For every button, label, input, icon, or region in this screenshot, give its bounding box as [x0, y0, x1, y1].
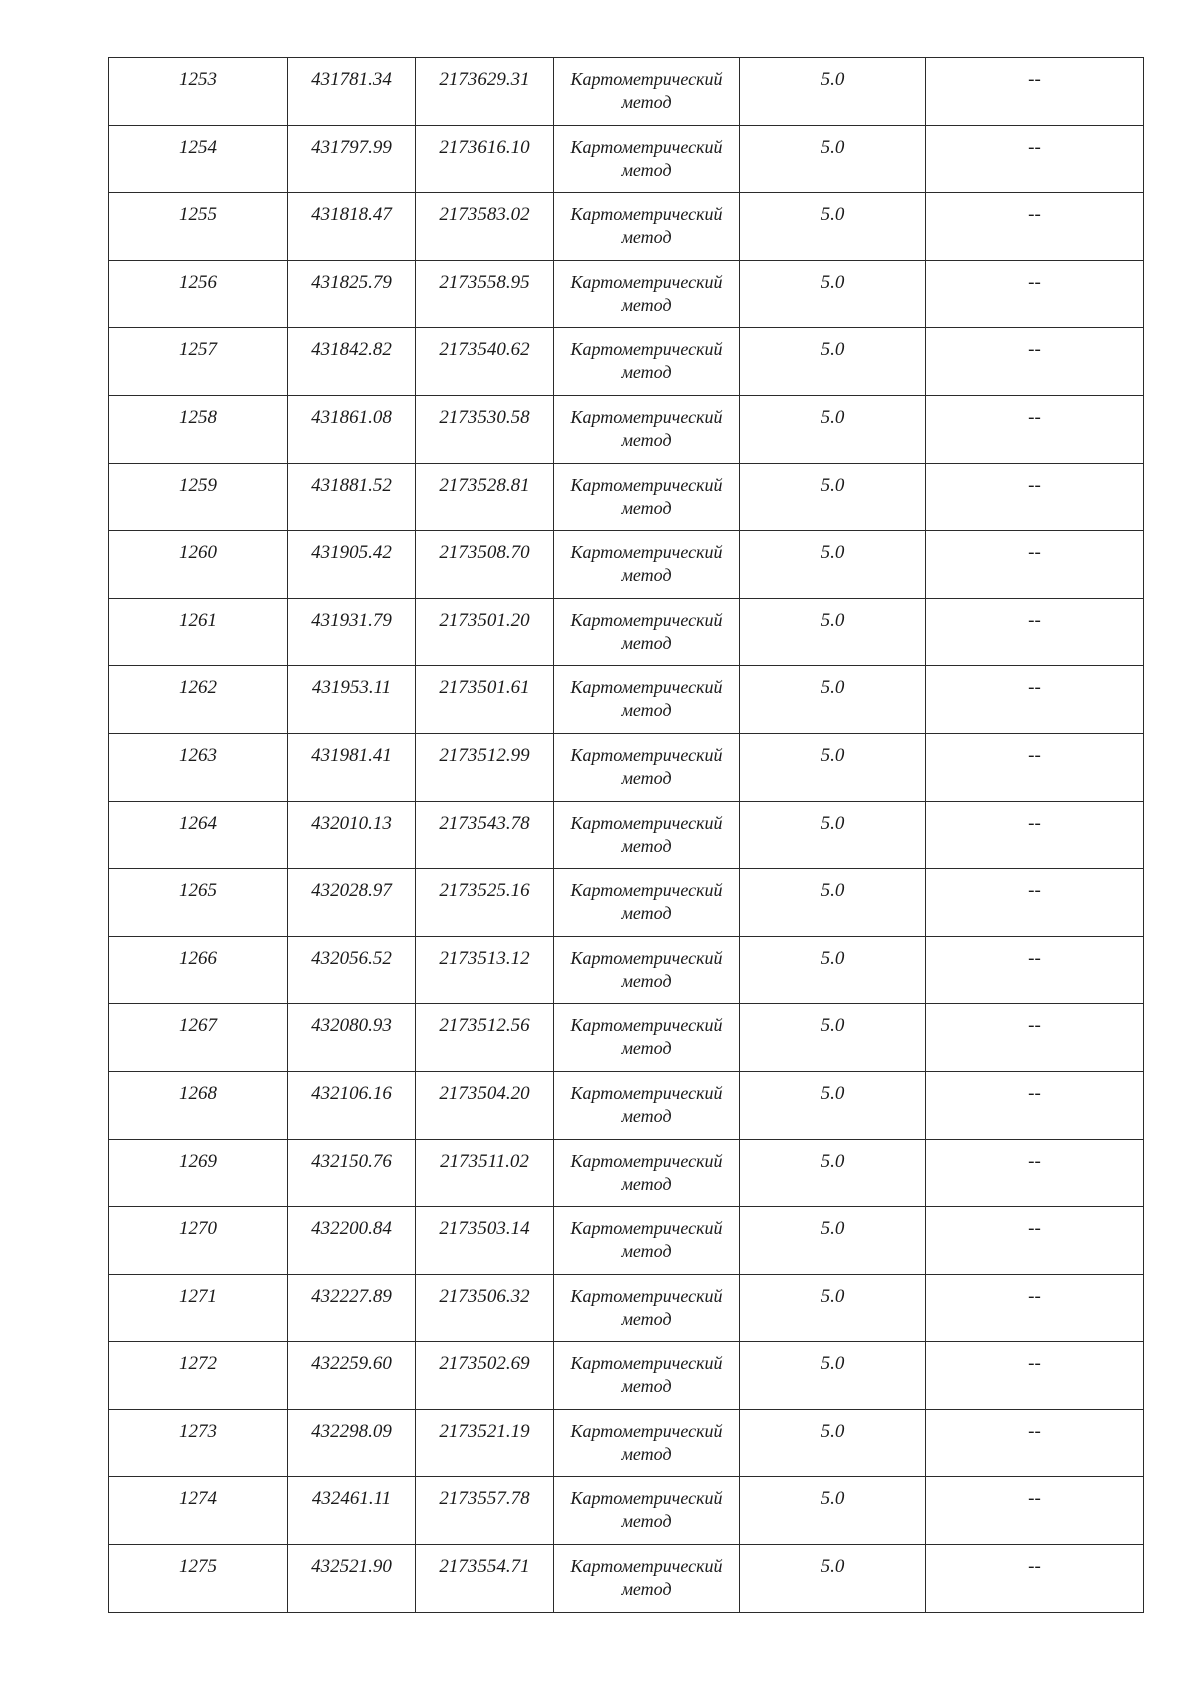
point-number-cell: 1260 [109, 531, 288, 599]
note-cell: -- [926, 463, 1144, 531]
point-number-cell: 1253 [109, 58, 288, 126]
point-number-cell: 1268 [109, 1071, 288, 1139]
method-cell: Картометрический метод [554, 531, 740, 599]
method-cell: Картометрический метод [554, 125, 740, 193]
table-row [109, 193, 1144, 261]
y-coordinate-cell: 2173543.78 [416, 801, 554, 869]
method-cell: Картометрический метод [554, 1477, 740, 1545]
y-coordinate-cell: 2173512.56 [416, 1004, 554, 1072]
accuracy-cell: 5.0 [740, 1207, 926, 1275]
table-row [109, 58, 1144, 126]
x-coordinate-cell: 432461.11 [288, 1477, 416, 1545]
y-coordinate-cell: 2173558.95 [416, 260, 554, 328]
accuracy-cell: 5.0 [740, 1477, 926, 1545]
y-coordinate-cell: 2173528.81 [416, 463, 554, 531]
y-coordinate-cell: 2173502.69 [416, 1342, 554, 1410]
table-row [109, 1139, 1144, 1207]
table-row [109, 1071, 1144, 1139]
x-coordinate-cell: 432521.90 [288, 1545, 416, 1613]
table-row [109, 1409, 1144, 1477]
method-cell: Картометрический метод [554, 1004, 740, 1072]
point-number-cell: 1267 [109, 1004, 288, 1072]
note-cell: -- [926, 1274, 1144, 1342]
note-cell: -- [926, 801, 1144, 869]
point-number-cell: 1271 [109, 1274, 288, 1342]
table-row [109, 328, 1144, 396]
y-coordinate-cell: 2173508.70 [416, 531, 554, 599]
note-cell: -- [926, 936, 1144, 1004]
y-coordinate-cell: 2173616.10 [416, 125, 554, 193]
method-cell: Картометрический метод [554, 1207, 740, 1275]
x-coordinate-cell: 431825.79 [288, 260, 416, 328]
y-coordinate-cell: 2173501.61 [416, 666, 554, 734]
method-cell: Картометрический метод [554, 395, 740, 463]
point-number-cell: 1258 [109, 395, 288, 463]
point-number-cell: 1275 [109, 1545, 288, 1613]
x-coordinate-cell: 432056.52 [288, 936, 416, 1004]
point-number-cell: 1263 [109, 733, 288, 801]
note-cell: -- [926, 1342, 1144, 1410]
y-coordinate-cell: 2173513.12 [416, 936, 554, 1004]
accuracy-cell: 5.0 [740, 1071, 926, 1139]
method-cell: Картометрический метод [554, 463, 740, 531]
accuracy-cell: 5.0 [740, 1274, 926, 1342]
x-coordinate-cell: 432259.60 [288, 1342, 416, 1410]
method-cell: Картометрический метод [554, 801, 740, 869]
point-number-cell: 1257 [109, 328, 288, 396]
point-number-cell: 1274 [109, 1477, 288, 1545]
table-row [109, 260, 1144, 328]
accuracy-cell: 5.0 [740, 395, 926, 463]
note-cell: -- [926, 328, 1144, 396]
x-coordinate-cell: 431931.79 [288, 598, 416, 666]
x-coordinate-cell: 432200.84 [288, 1207, 416, 1275]
x-coordinate-cell: 432150.76 [288, 1139, 416, 1207]
table-row [109, 1477, 1144, 1545]
point-number-cell: 1266 [109, 936, 288, 1004]
accuracy-cell: 5.0 [740, 1342, 926, 1410]
method-cell: Картометрический метод [554, 666, 740, 734]
y-coordinate-cell: 2173557.78 [416, 1477, 554, 1545]
method-cell: Картометрический метод [554, 1139, 740, 1207]
note-cell: -- [926, 1207, 1144, 1275]
table-row [109, 125, 1144, 193]
note-cell: -- [926, 666, 1144, 734]
table-row [109, 598, 1144, 666]
method-cell: Картометрический метод [554, 260, 740, 328]
x-coordinate-cell: 432227.89 [288, 1274, 416, 1342]
note-cell: -- [926, 58, 1144, 126]
point-number-cell: 1265 [109, 869, 288, 937]
accuracy-cell: 5.0 [740, 531, 926, 599]
table-row [109, 1207, 1144, 1275]
coordinates-table-body [109, 58, 1144, 1613]
table-row [109, 801, 1144, 869]
table-row [109, 936, 1144, 1004]
table-row [109, 1274, 1144, 1342]
accuracy-cell: 5.0 [740, 598, 926, 666]
table-row [109, 1545, 1144, 1613]
y-coordinate-cell: 2173583.02 [416, 193, 554, 261]
table-row [109, 869, 1144, 937]
accuracy-cell: 5.0 [740, 1545, 926, 1613]
method-cell: Картометрический метод [554, 1545, 740, 1613]
x-coordinate-cell: 432106.16 [288, 1071, 416, 1139]
accuracy-cell: 5.0 [740, 328, 926, 396]
point-number-cell: 1272 [109, 1342, 288, 1410]
table-row [109, 666, 1144, 734]
note-cell: -- [926, 733, 1144, 801]
note-cell: -- [926, 531, 1144, 599]
x-coordinate-cell: 432298.09 [288, 1409, 416, 1477]
point-number-cell: 1256 [109, 260, 288, 328]
method-cell: Картометрический метод [554, 1071, 740, 1139]
accuracy-cell: 5.0 [740, 733, 926, 801]
note-cell: -- [926, 1545, 1144, 1613]
table-row [109, 1004, 1144, 1072]
method-cell: Картометрический метод [554, 1274, 740, 1342]
accuracy-cell: 5.0 [740, 193, 926, 261]
x-coordinate-cell: 431818.47 [288, 193, 416, 261]
y-coordinate-cell: 2173511.02 [416, 1139, 554, 1207]
note-cell: -- [926, 598, 1144, 666]
x-coordinate-cell: 432080.93 [288, 1004, 416, 1072]
x-coordinate-cell: 431981.41 [288, 733, 416, 801]
accuracy-cell: 5.0 [740, 1409, 926, 1477]
x-coordinate-cell: 432010.13 [288, 801, 416, 869]
x-coordinate-cell: 431781.34 [288, 58, 416, 126]
y-coordinate-cell: 2173503.14 [416, 1207, 554, 1275]
method-cell: Картометрический метод [554, 1342, 740, 1410]
point-number-cell: 1262 [109, 666, 288, 734]
y-coordinate-cell: 2173504.20 [416, 1071, 554, 1139]
method-cell: Картометрический метод [554, 598, 740, 666]
accuracy-cell: 5.0 [740, 58, 926, 126]
note-cell: -- [926, 1409, 1144, 1477]
x-coordinate-cell: 431842.82 [288, 328, 416, 396]
x-coordinate-cell: 431861.08 [288, 395, 416, 463]
table-row [109, 531, 1144, 599]
x-coordinate-cell: 431905.42 [288, 531, 416, 599]
point-number-cell: 1273 [109, 1409, 288, 1477]
accuracy-cell: 5.0 [740, 869, 926, 937]
y-coordinate-cell: 2173530.58 [416, 395, 554, 463]
accuracy-cell: 5.0 [740, 260, 926, 328]
note-cell: -- [926, 1477, 1144, 1545]
y-coordinate-cell: 2173521.19 [416, 1409, 554, 1477]
accuracy-cell: 5.0 [740, 1004, 926, 1072]
method-cell: Картометрический метод [554, 1409, 740, 1477]
note-cell: -- [926, 125, 1144, 193]
x-coordinate-cell: 431797.99 [288, 125, 416, 193]
point-number-cell: 1264 [109, 801, 288, 869]
table-row [109, 395, 1144, 463]
y-coordinate-cell: 2173506.32 [416, 1274, 554, 1342]
x-coordinate-cell: 431953.11 [288, 666, 416, 734]
accuracy-cell: 5.0 [740, 666, 926, 734]
x-coordinate-cell: 432028.97 [288, 869, 416, 937]
note-cell: -- [926, 1071, 1144, 1139]
note-cell: -- [926, 260, 1144, 328]
table-row [109, 463, 1144, 531]
note-cell: -- [926, 869, 1144, 937]
method-cell: Картометрический метод [554, 193, 740, 261]
coordinates-table [108, 57, 1144, 1613]
point-number-cell: 1261 [109, 598, 288, 666]
method-cell: Картометрический метод [554, 869, 740, 937]
point-number-cell: 1259 [109, 463, 288, 531]
method-cell: Картометрический метод [554, 733, 740, 801]
table-row [109, 733, 1144, 801]
y-coordinate-cell: 2173554.71 [416, 1545, 554, 1613]
point-number-cell: 1254 [109, 125, 288, 193]
method-cell: Картометрический метод [554, 936, 740, 1004]
accuracy-cell: 5.0 [740, 1139, 926, 1207]
y-coordinate-cell: 2173525.16 [416, 869, 554, 937]
method-cell: Картометрический метод [554, 58, 740, 126]
accuracy-cell: 5.0 [740, 125, 926, 193]
y-coordinate-cell: 2173512.99 [416, 733, 554, 801]
point-number-cell: 1255 [109, 193, 288, 261]
note-cell: -- [926, 1139, 1144, 1207]
x-coordinate-cell: 431881.52 [288, 463, 416, 531]
y-coordinate-cell: 2173540.62 [416, 328, 554, 396]
note-cell: -- [926, 395, 1144, 463]
y-coordinate-cell: 2173501.20 [416, 598, 554, 666]
note-cell: -- [926, 1004, 1144, 1072]
accuracy-cell: 5.0 [740, 801, 926, 869]
point-number-cell: 1269 [109, 1139, 288, 1207]
accuracy-cell: 5.0 [740, 936, 926, 1004]
accuracy-cell: 5.0 [740, 463, 926, 531]
method-cell: Картометрический метод [554, 328, 740, 396]
note-cell: -- [926, 193, 1144, 261]
table-row [109, 1342, 1144, 1410]
y-coordinate-cell: 2173629.31 [416, 58, 554, 126]
point-number-cell: 1270 [109, 1207, 288, 1275]
